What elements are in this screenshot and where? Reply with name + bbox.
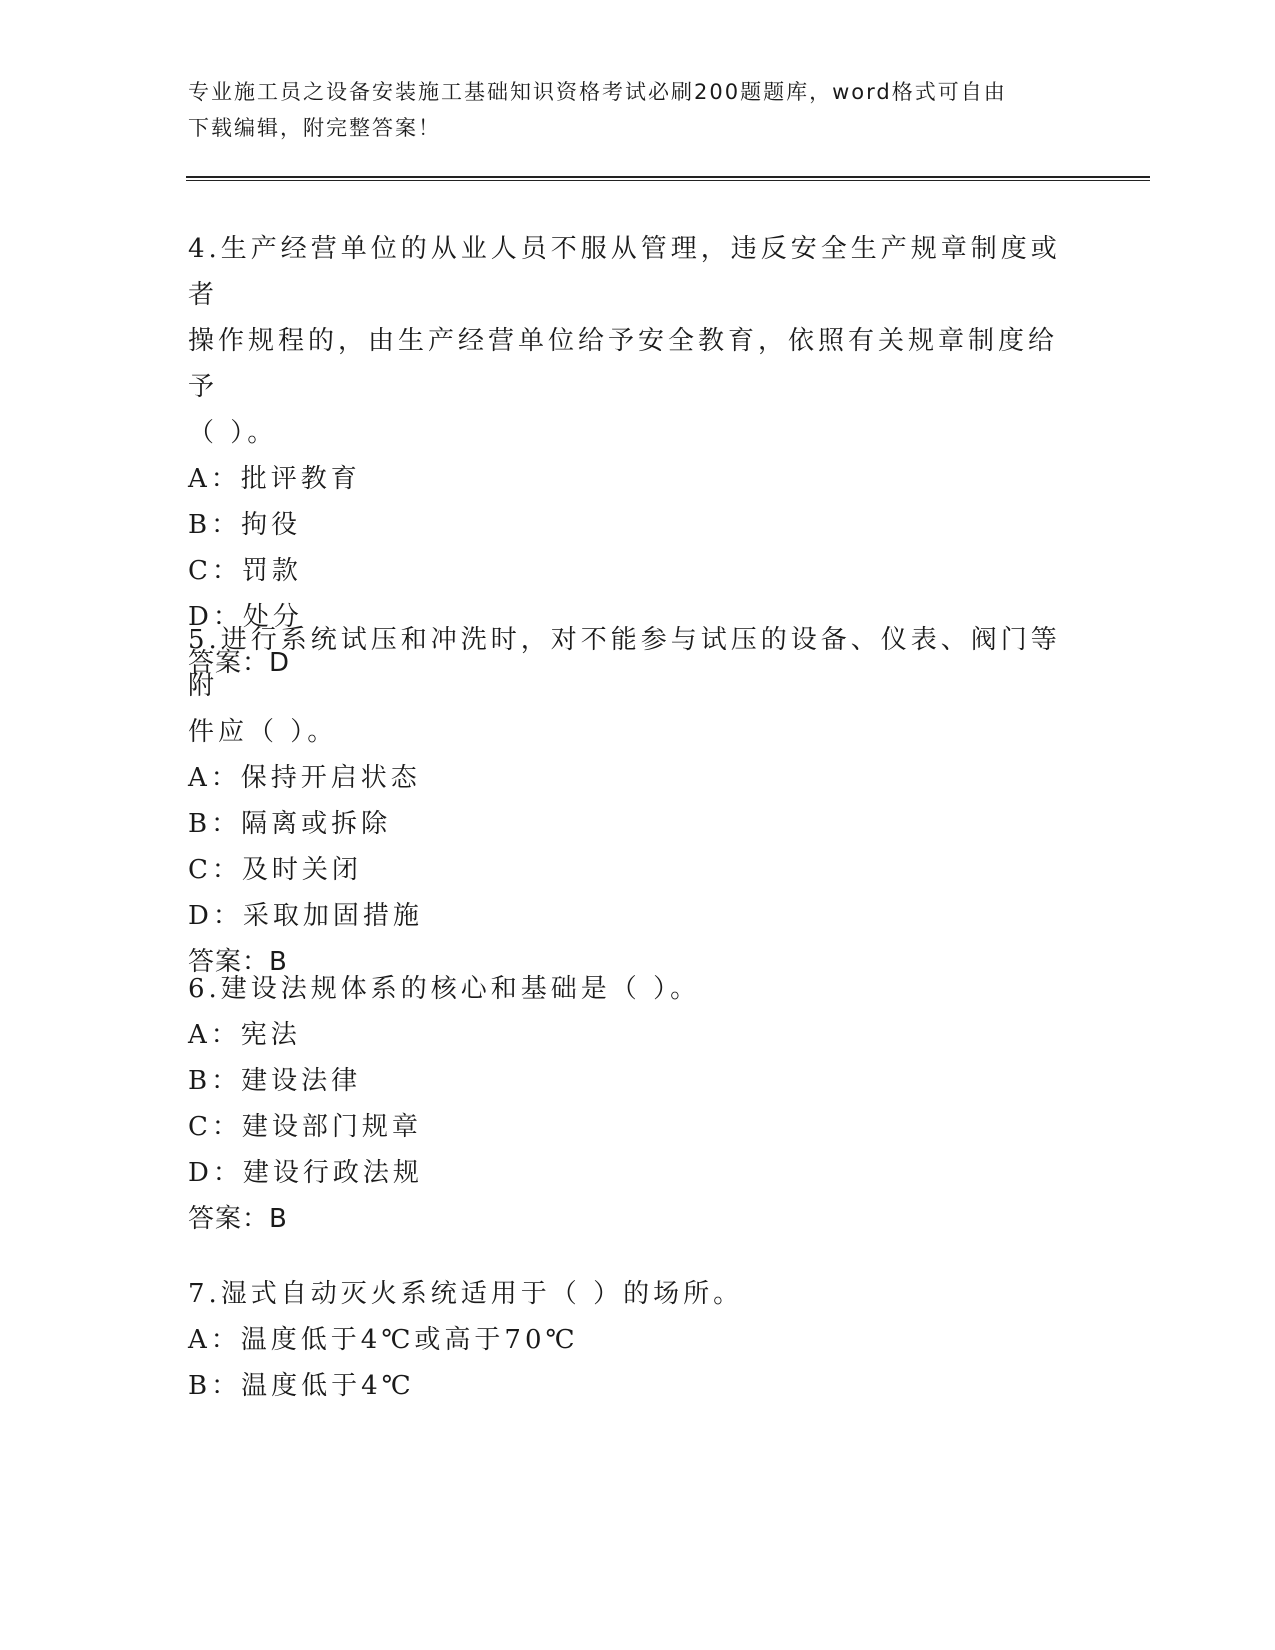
option-a: A：保持开启状态 bbox=[188, 763, 421, 793]
option-d: D：建设行政法规 bbox=[188, 1158, 423, 1188]
header-line-2: 下载编辑，附完整答案！ bbox=[188, 116, 441, 140]
option-d: D：处分 bbox=[188, 602, 303, 632]
answer: 答案：B bbox=[188, 947, 288, 977]
option-c: C：建设部门规章 bbox=[188, 1112, 422, 1142]
option-a: A：温度低于4℃或高于70℃ bbox=[188, 1325, 579, 1355]
question-stem-line: 操作规程的，由生产经营单位给予安全教育，依照有关规章制度给予 bbox=[188, 326, 1059, 402]
question-6 bbox=[188, 966, 1068, 1242]
question-stem-line: 6.建设法规体系的核心和基础是（ ）。 bbox=[188, 974, 701, 1004]
question-7 bbox=[188, 1271, 1068, 1409]
option-a: A：批评教育 bbox=[188, 464, 361, 494]
header-line-1: 专业施工员之设备安装施工基础知识资格考试必刷200题题库，word格式可自由 bbox=[188, 80, 1007, 104]
question-stem-line: （ ）。 bbox=[188, 418, 278, 448]
option-b: B：隔离或拆除 bbox=[188, 809, 392, 839]
question-stem-line: 7.湿式自动灭火系统适用于（ ）的场所。 bbox=[188, 1279, 744, 1309]
question-stem-line: 5.进行系统试压和冲洗时，对不能参与试压的设备、仪表、阀门等附 bbox=[188, 625, 1061, 701]
option-b: B：拘役 bbox=[188, 510, 302, 540]
question-stem-line: 件应（ ）。 bbox=[188, 717, 338, 747]
option-c: C：罚款 bbox=[188, 556, 302, 586]
option-c: C：及时关闭 bbox=[188, 855, 362, 885]
answer: 答案：D bbox=[188, 648, 291, 678]
option-d: D：采取加固措施 bbox=[188, 901, 423, 931]
question-5 bbox=[188, 617, 1068, 985]
header-divider bbox=[186, 176, 1150, 181]
answer: 答案：B bbox=[188, 1204, 288, 1234]
option-b: B：建设法律 bbox=[188, 1066, 362, 1096]
option-a: A：宪法 bbox=[188, 1020, 301, 1050]
document-header bbox=[188, 74, 1088, 146]
option-b: B：温度低于4℃ bbox=[188, 1371, 415, 1401]
question-stem-line: 4.生产经营单位的从业人员不服从管理，违反安全生产规章制度或者 bbox=[188, 234, 1061, 310]
